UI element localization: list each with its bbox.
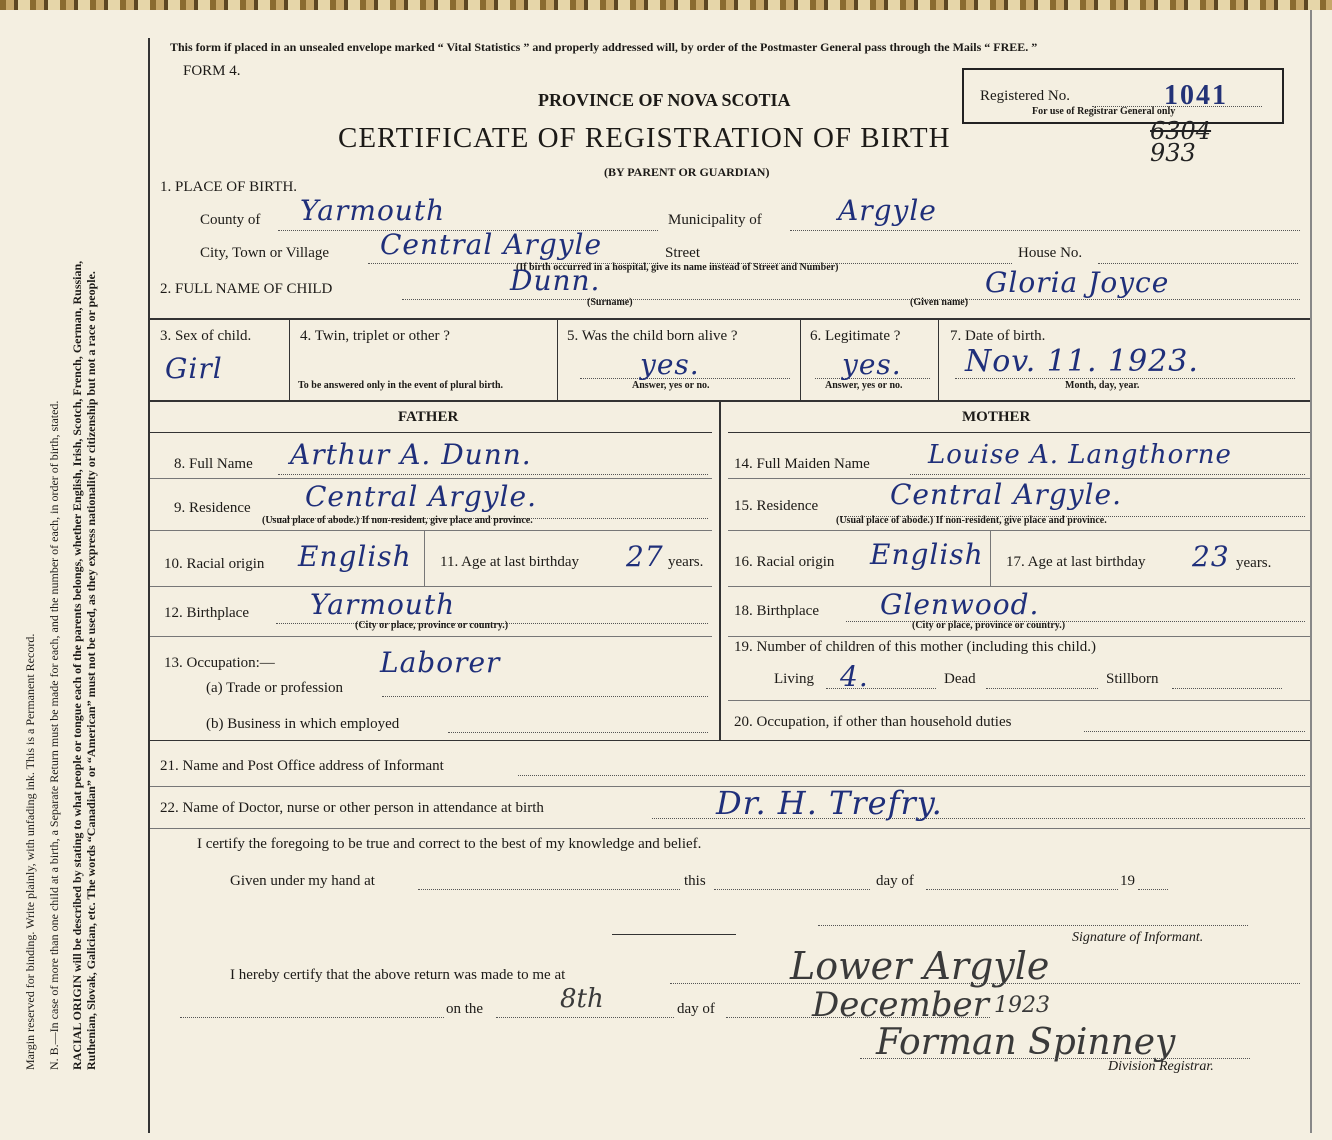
racial-note-1: RACIAL ORIGIN will be described by stating to what people or tongue each of the parents belongs, whether English, Irish, Scotch, French, German, Russian,	[70, 260, 84, 1070]
house-label: House No.	[1018, 245, 1083, 261]
county-value: Yarmouth	[300, 194, 446, 227]
doctor-label: 22. Name of Doctor, nurse or other person in attendance at birth	[160, 800, 544, 816]
mother-row-line-2	[728, 530, 1310, 531]
given-note: (Given name)	[910, 297, 969, 308]
margin-number-2: 933	[1150, 139, 1196, 167]
this-label: this	[684, 873, 706, 889]
document-title: CERTIFICATE OF REGISTRATION OF BIRTH	[338, 122, 951, 154]
mother-occupation-label: 20. Occupation, if other than household duties	[734, 714, 1012, 730]
father-hdr-line	[150, 432, 712, 433]
mother-name: Louise A. Langthorne	[928, 440, 1232, 470]
father-race-div	[424, 530, 425, 586]
father-header: FATHER	[398, 409, 459, 425]
father-race: English	[298, 540, 412, 573]
county-label: County of	[200, 212, 261, 228]
registration-place: Lower Argyle	[790, 944, 1050, 988]
mother-header: MOTHER	[962, 409, 1031, 425]
father-name: Arthur A. Dunn.	[290, 438, 532, 471]
father-row-line-4	[150, 636, 712, 637]
father-row-line-2	[150, 530, 712, 531]
mother-row-line-3	[728, 586, 1310, 587]
division-registrar-label: Division Registrar.	[1108, 1059, 1214, 1074]
col-div-4	[938, 318, 939, 400]
racial-note-2: Ruthenian, Slovak, Galician, etc. The words “Canadian” or “American” must not be used, as they express nationality or citizenship but not a race or people.	[83, 271, 98, 1070]
nb-note: N. B.—In case of more than one child at a birth, a Separate Return must be made for each, and the number of each, in order of birth, stated.	[46, 400, 61, 1070]
province-title: PROVINCE OF NOVA SCOTIA	[538, 90, 791, 110]
children-label: 19. Number of children of this mother (including this child.)	[734, 639, 1097, 655]
mother-row-line-5	[728, 700, 1310, 701]
registrar-statement: I hereby certify that the above return was made to me at	[230, 967, 566, 983]
doctor-value: Dr. H. Trefry.	[716, 784, 943, 822]
binding-note: Margin reserved for binding. Write plainly, with unfading ink. This is a Permanent Record.	[23, 633, 37, 1070]
place-of-birth-label: 1. PLACE OF BIRTH.	[160, 179, 298, 195]
torn-top-edge	[0, 0, 1332, 10]
registration-day: 8th	[560, 984, 604, 1014]
parents-divider	[719, 400, 721, 740]
father-occupation: Laborer	[380, 646, 501, 679]
mother-birthplace-label: 18. Birthplace	[734, 603, 819, 619]
margin-number-1: 6304	[1150, 117, 1212, 145]
city-label: City, Town or Village	[200, 245, 330, 261]
short-rule	[612, 934, 736, 935]
day-of-label: day of	[876, 873, 914, 889]
father-birthplace-label: 12. Birthplace	[164, 605, 249, 621]
divider-top-row3	[150, 318, 1310, 320]
row22-line	[150, 828, 1310, 829]
col-div-2	[557, 318, 558, 400]
child-surname: Dunn.	[510, 264, 601, 297]
document-subtitle: (BY PARENT OR GUARDIAN)	[604, 165, 770, 179]
father-years: years.	[668, 554, 704, 570]
dead-label: Dead	[944, 671, 976, 687]
col-div-1	[289, 318, 290, 400]
mother-race-label: 16. Racial origin	[734, 554, 835, 570]
full-name-child-label: 2. FULL NAME OF CHILD	[160, 281, 333, 297]
municipality-label: Municipality of	[668, 212, 762, 228]
on-the-label: on the	[446, 1001, 484, 1017]
registered-box	[962, 68, 1284, 124]
mother-birthplace: Glenwood.	[880, 588, 1040, 621]
father-residence: Central Argyle.	[305, 480, 537, 513]
mother-age-label: 17. Age at last birthday	[1006, 554, 1146, 570]
father-name-label: 8. Full Name	[174, 456, 253, 472]
legitimate-value: yes.	[842, 348, 902, 381]
alive-label: 5. Was the child born alive ?	[567, 328, 738, 344]
registrar-signature: Forman Spinney	[876, 1022, 1176, 1063]
mother-years: years.	[1236, 555, 1272, 571]
hospital-note: (If birth occurred in a hospital, give its name instead of Street and Number)	[516, 262, 839, 273]
father-race-label: 10. Racial origin	[164, 556, 265, 572]
mother-birthplace-note: (City or place, province or country.)	[912, 620, 1066, 631]
father-birthplace-note: (City or place, province or country.)	[355, 620, 509, 631]
street-label: Street	[665, 245, 700, 261]
mother-race-div	[990, 530, 991, 586]
mother-row-line-4	[728, 636, 1310, 637]
parents-bottom	[150, 740, 1310, 741]
mother-hdr-line	[728, 432, 1310, 433]
certify-statement: I certify the foregoing to be true and correct to the best of my knowledge and belief.	[197, 836, 702, 852]
mother-residence-label: 15. Residence	[734, 498, 819, 514]
mother-residence-note: (Usual place of abode.) If non-resident, give place and province.	[836, 515, 1107, 526]
sex-label: 3. Sex of child.	[160, 328, 252, 344]
stillborn-label: Stillborn	[1106, 671, 1159, 687]
father-row-line-1	[150, 478, 712, 479]
registered-number: 1041	[1164, 80, 1228, 111]
margin-instructions	[24, 10, 98, 1070]
dob-value: Nov. 11. 1923.	[965, 344, 1199, 379]
legitimate-label: 6. Legitimate ?	[810, 328, 901, 344]
given-under-label: Given under my hand at	[230, 873, 375, 889]
father-age-label: 11. Age at last birthday	[440, 554, 579, 570]
trade-label: (a) Trade or profession	[206, 680, 344, 696]
sex-value: Girl	[165, 352, 223, 385]
signature-informant-label: Signature of Informant.	[1072, 930, 1204, 945]
alive-value: yes.	[640, 348, 700, 381]
business-label: (b) Business in which employed	[206, 716, 400, 732]
mother-age: 23	[1192, 540, 1230, 573]
twin-label: 4. Twin, triplet or other ?	[300, 328, 450, 344]
form-number: FORM 4.	[183, 63, 241, 79]
registration-year: 1923	[994, 993, 1050, 1018]
postal-notice: This form if placed in an unsealed envelope marked “ Vital Statistics ” and properly addressed will, by order of the Postmaster General pass through the Mails “ FREE. ”	[170, 40, 1038, 54]
registrar-note: For use of Registrar General only	[1032, 106, 1176, 117]
father-occupation-label: 13. Occupation:—	[164, 655, 275, 671]
living-value: 4.	[840, 660, 869, 693]
divider-bottom-row3	[150, 400, 1310, 402]
municipality-value: Argyle	[838, 194, 937, 227]
city-value: Central Argyle	[380, 228, 603, 261]
mother-race: English	[870, 538, 984, 571]
informant-label: 21. Name and Post Office address of Informant	[160, 758, 444, 774]
father-birthplace: Yarmouth	[310, 588, 456, 621]
right-border	[1310, 10, 1312, 1133]
alive-answer-note: Answer, yes or no.	[632, 380, 710, 391]
year-prefix: 19	[1120, 873, 1135, 889]
col-div-3	[800, 318, 801, 400]
mother-name-label: 14. Full Maiden Name	[734, 456, 870, 472]
child-given-name: Gloria Joyce	[985, 266, 1170, 299]
dob-note: Month, day, year.	[1065, 380, 1140, 391]
registration-month: December	[812, 985, 989, 1025]
day-of-label-2: day of	[677, 1001, 715, 1017]
mother-residence: Central Argyle.	[890, 478, 1122, 511]
surname-note: (Surname)	[587, 297, 633, 308]
father-residence-label: 9. Residence	[174, 500, 251, 516]
father-row-line-3	[150, 586, 712, 587]
legit-answer-note: Answer, yes or no.	[825, 380, 903, 391]
dob-label: 7. Date of birth.	[950, 328, 1046, 344]
registered-label: Registered No.	[980, 88, 1070, 104]
father-age: 27	[626, 540, 664, 573]
father-residence-note: (Usual place of abode.) If non-resident, give place and province.	[262, 515, 533, 526]
margin-numbers	[1150, 117, 1212, 167]
living-label: Living	[774, 671, 814, 687]
twin-note: To be answered only in the event of plural birth.	[298, 380, 504, 391]
